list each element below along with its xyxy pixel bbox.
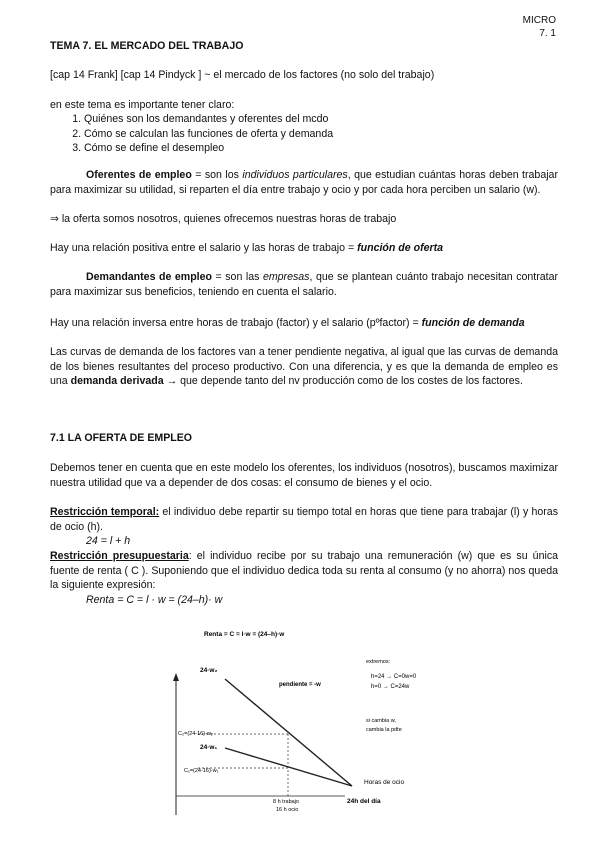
demandantes-rest: , que se plantean cuánto trabajo necesitan contratar para maximizar sus beneficios, teniendo en cuenta el salario. bbox=[50, 271, 559, 298]
restriccion-presupuestaria-text: : el individuo recibe por su trabajo una remuneración (w) que es su única fuente de renta ( C ). Suponiendo que el individuo dedica toda su renta al consumo (y no ahorra) nos queda la siguiente expresión: bbox=[50, 550, 559, 592]
restriccion-presupuestaria-label: Restricción presupuestaria bbox=[50, 550, 189, 562]
label-24w2: 24·w₂ bbox=[200, 667, 218, 674]
intro-line: en este tema es importante tener claro: bbox=[50, 99, 235, 111]
extremos-title: extremos: bbox=[366, 659, 391, 665]
relacion-demanda-text: Hay una relación inversa entre horas de trabajo (factor) y el salario (pºfactor) = bbox=[50, 317, 422, 329]
x-axis-end: 24h del día bbox=[347, 798, 381, 805]
formula-renta: Renta = C = l · w = (24–h)· w bbox=[86, 594, 223, 606]
demandantes-italic: empresas bbox=[262, 271, 310, 283]
document-title: TEMA 7. EL MERCADO DEL TRABAJO bbox=[50, 40, 244, 52]
funcion-demanda: función de demanda bbox=[421, 317, 525, 329]
oferentes-term: Oferentes de empleo bbox=[86, 169, 192, 181]
x-mark-ocio: 16 h ocio bbox=[276, 807, 299, 813]
oferta-arrow-line: ⇒ la oferta somos nosotros, quienes ofrecemos nuestras horas de trabajo bbox=[50, 213, 397, 225]
budget-line-w1 bbox=[225, 748, 352, 786]
funcion-oferta: función de oferta bbox=[357, 242, 444, 254]
curvas-text-1: Las curvas de demanda de los factores van a tener pendiente negativa, al igual que las curvas de demanda de los bienes resultantes del proceso productivo. Con una diferencia, y es que la demanda de empleo es una bbox=[50, 346, 558, 388]
restriccion-temporal-label: Restricción temporal: bbox=[50, 506, 160, 518]
formula-temporal: 24 = l + h bbox=[86, 535, 131, 547]
list-item: 1. Quiénes son los demandantes y oferentes del mcdo bbox=[84, 112, 333, 127]
demanda-derivada: demanda derivada bbox=[70, 375, 164, 388]
label-c1: C₁=(24-16)·w₁ bbox=[184, 768, 219, 774]
oferentes-rest: , que estudian cuántas horas deben trabajar para maximizar su utilidad, si reparten el día entre trabajo y ocio y por cada hora perciben un salario (w). bbox=[50, 169, 558, 196]
note-cambia-w: si cambia w, bbox=[366, 718, 396, 724]
budget-line-w2 bbox=[225, 679, 352, 786]
extremo-2: h=0 → C=24w bbox=[371, 684, 410, 690]
label-c2: C₂=(24-16)·w₂ bbox=[178, 731, 213, 737]
y-axis-arrow bbox=[173, 673, 179, 681]
oferentes-eq: = son los bbox=[191, 169, 243, 181]
note-cambia-pdte: cambia la pdte bbox=[366, 727, 402, 733]
curvas-text-2: → que depende tanto del nv producción como de los costes de los factores. bbox=[163, 375, 523, 388]
section-title: 7.1 LA OFERTA DE EMPLEO bbox=[50, 432, 193, 444]
extremo-1: h=24 → C=0w=0 bbox=[371, 674, 417, 680]
header-page-number: 7. 1 bbox=[539, 28, 556, 39]
list-item: 2. Cómo se calculan las funciones de oferta y demanda bbox=[84, 127, 333, 142]
demandantes-term: Demandantes de empleo bbox=[86, 271, 212, 283]
oferentes-italic: individuos particulares bbox=[242, 169, 348, 181]
label-24w1: 24·w₁ bbox=[200, 744, 218, 751]
demandantes-eq: = son las bbox=[212, 271, 263, 283]
relacion-oferta-text: Hay una relación positiva entre el salario y las horas de trabajo = bbox=[50, 242, 358, 254]
oferta-intro: Debemos tener en cuenta que en este modelo los oferentes, los individuos (nosotros), buscamos maximizar nuestra utilidad que va a depender de dos cosas: el consumo de bienes y el ocio. bbox=[50, 462, 558, 489]
label-slope: pendiente = -w bbox=[279, 682, 321, 688]
x-mark-trabajo: 8 h trabajo bbox=[273, 799, 299, 805]
figure-title: Renta = C = l·w = (24–h)·w bbox=[204, 631, 285, 638]
references-line: [cap 14 Frank] [cap 14 Pindyck ] ~ el mercado de los factores (no solo del trabajo) bbox=[50, 69, 435, 81]
restriccion-temporal-text: el individuo debe repartir su tiempo total en horas que tiene para trabajar (l) y horas de ocio (h). bbox=[50, 506, 558, 533]
header-subject: MICRO bbox=[522, 15, 556, 26]
x-axis-label: Horas de ocio bbox=[364, 779, 405, 786]
list-item: 3. Cómo se define el desempleo bbox=[84, 141, 333, 156]
